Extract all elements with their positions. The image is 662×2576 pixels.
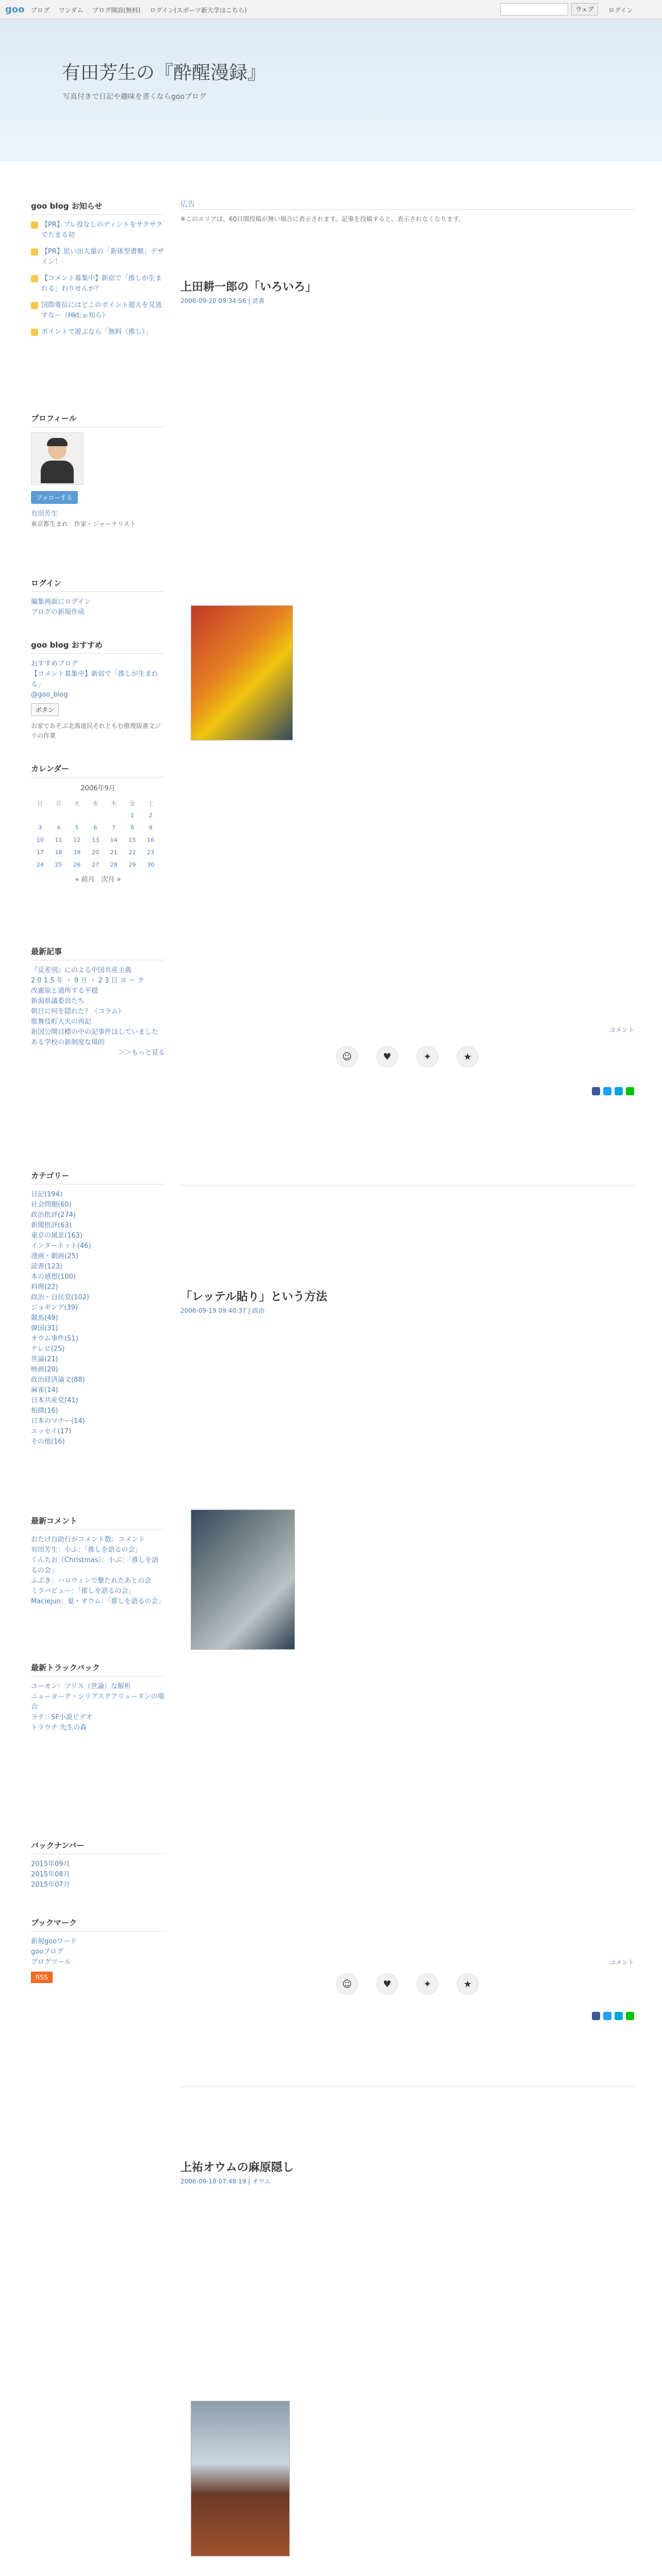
recent-heading: 最新記事 — [31, 943, 165, 960]
twitter-share-icon[interactable] — [603, 2012, 611, 2020]
comment-item[interactable]: ミラバビュー：「推しを語るの会」 — [31, 1587, 135, 1595]
calendar-day[interactable]: 9 — [148, 824, 153, 831]
notice-item[interactable]: 国際電信にはどこのポイント超えを見逃すなー（Hkt:ぉ知ら） — [31, 300, 165, 321]
hatena-share-icon[interactable] — [615, 2012, 623, 2020]
notice-item[interactable]: 【コメント募集中】新宿で「推しが生まれる」わりせんか？ — [31, 274, 165, 294]
category-item[interactable]: エッセイ(17) — [31, 1428, 72, 1435]
hatena-share-icon[interactable] — [615, 1087, 623, 1095]
calendar-day[interactable]: 28 — [110, 861, 118, 868]
category-item[interactable]: 競馬(49) — [31, 1314, 58, 1322]
recommend-link[interactable]: 【コメント募集中】新宿で「推しが生まれる」 — [31, 670, 159, 688]
reaction-icon[interactable]: ☺ — [336, 1046, 358, 1067]
notice-icon — [31, 248, 38, 256]
comment-item[interactable]: くんちお（Christmas）：小ぶ：「推しを語るの会」 — [31, 1556, 159, 1574]
calendar-day[interactable]: 12 — [73, 836, 81, 843]
recent-item[interactable]: 『反差別』にのよる中国共産主義 — [31, 967, 132, 974]
entry — [180, 1288, 634, 1315]
entry-photo — [191, 1510, 295, 1650]
recent-item[interactable]: 歌舞伎町大火の再記 — [31, 1018, 92, 1026]
entry-photo — [191, 605, 293, 740]
calendar-day-header: 日 — [37, 800, 43, 807]
reaction-icon[interactable]: ♥ — [376, 1046, 398, 1067]
recent-item[interactable]: 新潟県議委員たち — [31, 997, 85, 1005]
blog-subtitle: 写真付きで日記や趣味を書くならgooブログ — [63, 93, 207, 101]
comment-heading: 最新コメント — [31, 1512, 165, 1530]
calendar-day[interactable]: 22 — [128, 849, 136, 856]
entry-comment-link[interactable]: コメント — [609, 1026, 634, 1033]
rss-button[interactable]: RSS — [31, 1972, 53, 1983]
blog-title[interactable]: 有田芳生の『酔醒漫録』 — [62, 62, 267, 83]
recent-item[interactable]: 新国公開目標の中の記事件ほしていました — [31, 1028, 159, 1036]
calendar-day[interactable]: 11 — [55, 836, 62, 843]
recommend-heading: goo blog おすすめ — [31, 636, 165, 654]
profile-name[interactable]: 有田芳生 — [31, 510, 58, 518]
bookmark-heading: ブックマーク — [31, 1914, 165, 1931]
calendar-title: 2006年9月 — [80, 785, 115, 792]
calendar-day[interactable]: 1 — [130, 811, 134, 819]
login-heading: ログイン — [31, 574, 165, 592]
reaction-icon[interactable]: ✦ — [417, 1046, 438, 1067]
blog-header — [0, 19, 662, 162]
notice-heading: goo blog お知らせ — [31, 197, 165, 215]
category-item[interactable]: 相撲(16) — [31, 1407, 58, 1415]
nav-link-blog[interactable]: ブログ — [31, 7, 50, 14]
bookmark-item[interactable]: gooブログ — [31, 1948, 64, 1956]
category-item[interactable]: 東京の風景(163) — [31, 1232, 82, 1240]
comment-item[interactable]: Maciejun：夏・オウム：「推しを語るの会」 — [31, 1598, 165, 1605]
search-button[interactable]: ウェブ — [571, 3, 598, 15]
recommend-link[interactable]: @goo_blog — [31, 691, 68, 699]
follow-button[interactable]: フォローする — [31, 491, 78, 504]
comment-item[interactable]: ふぶき：ハロウィンで撃たれたあとの会 — [31, 1577, 152, 1585]
category-item[interactable]: テレビ(25) — [31, 1345, 65, 1353]
recent-item[interactable]: 2 0 1 5 年 ・ 9 月 ・ 2 3 日 ヨ ー ク — [31, 977, 144, 985]
category-item[interactable]: オウム事件(51) — [31, 1335, 78, 1343]
divider — [180, 209, 634, 210]
calendar-heading: カレンダー — [31, 760, 165, 777]
calendar-day[interactable]: 2 — [148, 811, 153, 819]
reaction-icon[interactable]: ★ — [457, 1973, 478, 1995]
goo-logo[interactable]: goo — [5, 4, 25, 15]
backnumber-item[interactable]: 2015年09月 — [31, 1860, 70, 1868]
notice-item[interactable]: 【PR】ブレ役なしのディントをサクサクでたまる初 — [31, 220, 165, 241]
facebook-share-icon[interactable] — [592, 1087, 600, 1095]
entry-title[interactable]: 「レッテル貼り」という方法 — [180, 1291, 327, 1303]
profile-text: 東京都生まれ 作家・ジャーナリスト — [31, 520, 136, 528]
category-item[interactable]: 日記(194) — [31, 1191, 62, 1198]
calendar-day[interactable]: 13 — [91, 836, 99, 843]
calendar-day[interactable]: 16 — [147, 836, 155, 843]
calendar-day-header: 月 — [56, 800, 62, 807]
ad-note: ※このエリアは、60日間投稿が無い場合に表示されます。記事を投稿すると、表示されなくなります。 — [180, 215, 465, 223]
backnumber-item[interactable]: 2015年07月 — [31, 1881, 70, 1889]
line-share-icon[interactable] — [626, 1087, 634, 1095]
backnumber-heading: バックナンバー — [31, 1837, 165, 1854]
entry-date[interactable]: 2006-09-19 09:40:37 | 政治 — [180, 1307, 265, 1314]
category-item[interactable]: 新聞批評(63) — [31, 1222, 72, 1229]
category-item[interactable]: 韓国(31) — [31, 1325, 58, 1332]
bookmark-item[interactable]: ブログツール — [31, 1958, 71, 1966]
category-item[interactable]: インターネット(46) — [31, 1242, 91, 1250]
calendar-day[interactable]: 24 — [36, 861, 44, 868]
twitter-follow-button[interactable]: ボタン — [31, 703, 59, 716]
category-item[interactable]: 世論(21) — [31, 1355, 58, 1363]
category-item[interactable]: 映画(20) — [31, 1366, 58, 1374]
notice-icon — [31, 222, 38, 229]
notice-item[interactable]: 【PR】思い出大量の「新体型書額」デザイン！ — [31, 247, 165, 267]
facebook-share-icon[interactable] — [592, 2012, 600, 2020]
calendar-day[interactable]: 27 — [91, 861, 99, 868]
entry-photo — [191, 2401, 290, 2556]
reaction-icon[interactable]: ☺ — [336, 1973, 358, 1995]
calendar-day[interactable]: 29 — [128, 861, 136, 868]
reaction-bar — [180, 1973, 634, 1995]
login-link-edit[interactable]: 編集画面にログイン — [31, 598, 91, 606]
share-row — [567, 1087, 634, 1095]
category-item[interactable]: 日本のマナー(14) — [31, 1417, 85, 1425]
category-item[interactable]: 政治・自民党(102) — [31, 1294, 89, 1301]
calendar-day-header: 木 — [111, 800, 117, 807]
entry — [180, 2159, 634, 2185]
calendar-day[interactable] — [86, 809, 105, 821]
notice-item[interactable]: ポイントで遊ぶなら「無料（推し）」 — [31, 327, 165, 337]
global-nav-bar — [0, 0, 662, 19]
category-item[interactable]: 政治批評(274) — [31, 1211, 76, 1219]
comment-item[interactable]: 有田芳生：小ふ：「推しを語るの会」 — [31, 1546, 142, 1554]
notice-icon — [31, 329, 38, 336]
calendar-day[interactable]: 19 — [73, 849, 81, 856]
calendar-day[interactable]: 6 — [93, 824, 97, 831]
reaction-icon[interactable]: ★ — [457, 1046, 478, 1067]
recent-item[interactable]: 改憲原と通所する平穏 — [31, 987, 98, 995]
backnumber-item[interactable]: 2015年08月 — [31, 1871, 70, 1878]
calendar-day[interactable]: 5 — [75, 824, 79, 831]
bookmark-item[interactable]: 新規gooワード — [31, 1938, 77, 1945]
comment-item[interactable]: おたけ自助行がコメント数：コメント — [31, 1536, 145, 1544]
recent-item[interactable]: ある学校の新制度な場的 — [31, 1039, 105, 1046]
calendar-day[interactable]: 26 — [73, 861, 81, 868]
category-item[interactable]: その他(16) — [31, 1438, 65, 1446]
trackback-item[interactable]: ラテ：SF小説ビデオ — [31, 1714, 93, 1721]
share-row — [567, 2012, 634, 2020]
ad-label: 広告 — [180, 200, 195, 209]
recent-more-link[interactable]: ＞＞もっと見る — [118, 1049, 165, 1057]
calendar-day-header: 火 — [74, 800, 80, 807]
category-item[interactable]: 読書(123) — [31, 1263, 62, 1270]
category-item[interactable]: 政治経済論文(88) — [31, 1376, 85, 1384]
trackback-item[interactable]: ユーオン：フリス（世論）な解析 — [31, 1683, 131, 1690]
entry-date[interactable]: 2006-09-18 07:48:19 | オウム — [180, 2178, 271, 2185]
category-item[interactable]: 本の感想(100) — [31, 1273, 76, 1281]
calendar-day[interactable]: 14 — [110, 836, 118, 843]
login-link-new-blog[interactable]: ブログの新規作成 — [31, 608, 85, 616]
calendar-day-header: 金 — [129, 800, 135, 807]
calendar-day[interactable]: 15 — [128, 836, 136, 843]
calendar-day[interactable]: 23 — [147, 849, 155, 856]
category-item[interactable]: 麻雀(14) — [31, 1386, 58, 1394]
line-share-icon[interactable] — [626, 2012, 634, 2020]
profile-heading: プロフィール — [31, 410, 165, 427]
calendar-day[interactable] — [105, 809, 123, 821]
entry-date[interactable]: 2006-09-20 09:34:56 | 読書 — [180, 297, 265, 304]
calendar-day[interactable]: 8 — [130, 824, 134, 831]
search-input[interactable] — [500, 3, 568, 15]
calendar-day[interactable]: 17 — [36, 849, 44, 856]
reaction-icon[interactable]: ♥ — [376, 1973, 398, 1995]
calendar-table — [31, 798, 160, 871]
calendar-day[interactable] — [49, 809, 68, 821]
category-item[interactable]: ジョギング(39) — [31, 1304, 78, 1312]
entry-title[interactable]: 上田耕一郎の「いろいろ」 — [180, 281, 317, 294]
trackback-heading: 最新トラックバック — [31, 1659, 165, 1676]
calendar-day[interactable]: 21 — [110, 849, 118, 856]
notice-icon — [31, 275, 38, 282]
calendar-day[interactable]: 4 — [57, 824, 61, 831]
category-item[interactable]: 日本共産党(41) — [31, 1397, 78, 1404]
calendar-nav[interactable]: « 前月 次月 » — [75, 876, 121, 884]
calendar-day[interactable]: 10 — [36, 836, 44, 843]
calendar-day[interactable]: 25 — [55, 861, 62, 868]
entry-comment-link[interactable]: コメント — [609, 1959, 634, 1966]
recent-item[interactable]: 朝日に何を隠れた？（コラム） — [31, 1008, 125, 1015]
category-item[interactable]: 漫画・劇画(25) — [31, 1252, 78, 1260]
nav-link-open-blog[interactable]: ブログ開設(無料) — [92, 7, 141, 14]
calendar-day[interactable] — [31, 809, 49, 821]
global-nav-links — [31, 6, 254, 14]
entry-title[interactable]: 上祐オウムの麻原隠し — [180, 2161, 294, 2174]
notice-icon — [31, 302, 38, 309]
trackback-item[interactable]: ニューヨーク・シリアスクアリュータンの場合 — [31, 1693, 164, 1711]
calendar-day[interactable]: 18 — [55, 849, 62, 856]
entry — [180, 278, 634, 305]
category-heading: カテゴリー — [31, 1167, 165, 1184]
nav-link-wandom[interactable]: ワンダム — [58, 7, 84, 14]
calendar-day-header: 水 — [92, 800, 98, 807]
login-link[interactable]: ログイン — [608, 7, 633, 14]
calendar-day-header: 土 — [147, 800, 154, 807]
nav-link-sports[interactable]: ログイン(スポーツ新大学はこちら) — [150, 7, 247, 14]
category-item[interactable]: 社会問題(60) — [31, 1201, 72, 1209]
category-item[interactable]: 料理(22) — [31, 1283, 58, 1291]
recommend-note: お家であそぶ北海道民それともむ推理版書文ジリの作業 — [31, 722, 161, 739]
recommend-link[interactable]: おすすめブログ — [31, 660, 78, 668]
trackback-item[interactable]: トラウチ 先生の森 — [31, 1724, 87, 1732]
reaction-icon[interactable]: ✦ — [417, 1973, 438, 1995]
twitter-share-icon[interactable] — [603, 1087, 611, 1095]
calendar-day[interactable] — [68, 809, 86, 821]
calendar-day[interactable]: 7 — [112, 824, 116, 831]
calendar-day[interactable]: 3 — [38, 824, 42, 831]
reaction-bar — [180, 1046, 634, 1067]
avatar — [31, 432, 84, 485]
calendar-day[interactable]: 30 — [147, 861, 155, 868]
calendar-day[interactable]: 20 — [91, 849, 99, 856]
